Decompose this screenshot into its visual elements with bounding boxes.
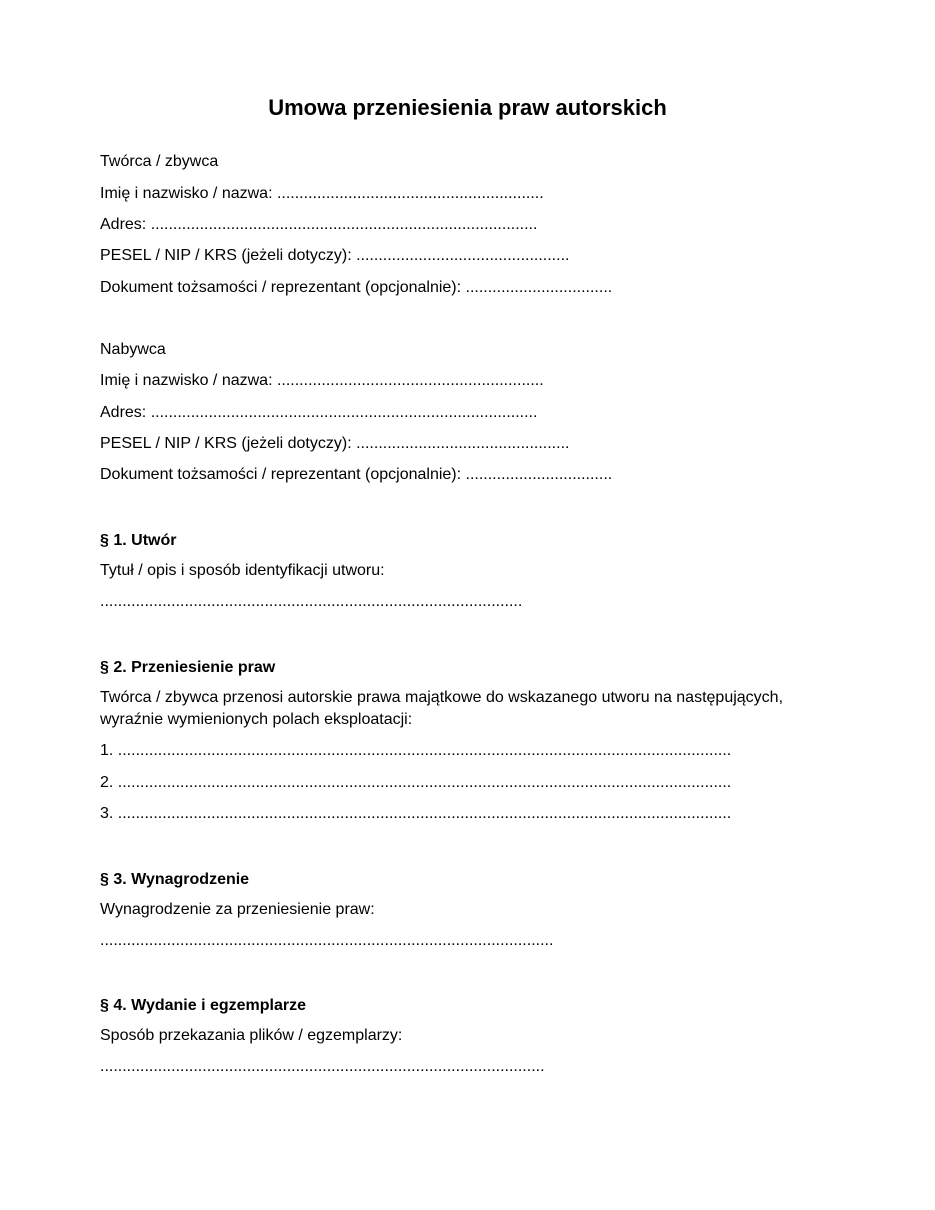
section2-item-1: 1. .......................................................................................................................................... <box>100 742 732 759</box>
creator-name-field: Imię i nazwisko / nazwa: ............................................................ <box>100 185 544 202</box>
section1-blank: ............................................................................................... <box>100 593 523 610</box>
section2-item-3: 3. .......................................................................................................................................... <box>100 805 732 822</box>
section3-blank: ...................................................................................................... <box>100 932 554 949</box>
document-title: Umowa przeniesienia praw autorskich <box>268 95 667 120</box>
section1-heading: § 1. Utwór <box>100 532 177 549</box>
creator-document-field: Dokument tożsamości / reprezentant (opcjonalnie): ................................. <box>100 279 613 296</box>
creator-heading: Twórca / zbywca <box>100 153 219 170</box>
section3-label: Wynagrodzenie za przeniesienie praw: <box>100 901 375 918</box>
section2-item-2: 2. .......................................................................................................................................... <box>100 774 732 791</box>
section3-heading: § 3. Wynagrodzenie <box>100 871 250 888</box>
creator-id-field: PESEL / NIP / KRS (jeżeli dotyczy): ................................................ <box>100 247 570 264</box>
section2-heading: § 2. Przeniesienie praw <box>100 659 276 676</box>
section1-label: Tytuł / opis i sposób identyfikacji utworu: <box>100 562 385 579</box>
acquirer-id-field: PESEL / NIP / KRS (jeżeli dotyczy): ................................................ <box>100 435 570 452</box>
acquirer-heading: Nabywca <box>100 341 166 358</box>
acquirer-name-field: Imię i nazwisko / nazwa: ............................................................ <box>100 372 544 389</box>
section4-blank: .................................................................................................... <box>100 1058 545 1075</box>
section2-text: Twórca / zbywca przenosi autorskie prawa majątkowe do wskazanego utworu na następujących, wyraźnie wymienionych polach eksploatacji: <box>100 689 784 728</box>
creator-address-field: Adres: ....................................................................................... <box>100 216 538 233</box>
acquirer-address-field: Adres: ....................................................................................... <box>100 404 538 421</box>
section4-label: Sposób przekazania plików / egzemplarzy: <box>100 1027 403 1044</box>
acquirer-document-field: Dokument tożsamości / reprezentant (opcjonalnie): ................................. <box>100 466 613 483</box>
section4-heading: § 4. Wydanie i egzemplarze <box>100 997 307 1014</box>
